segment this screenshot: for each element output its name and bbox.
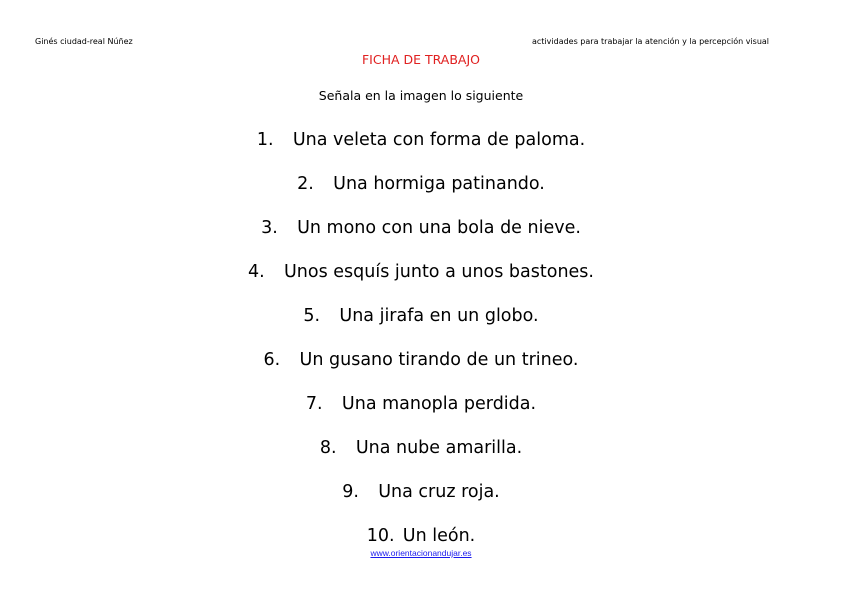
list-item <box>0 118 842 162</box>
item-text: Un mono con una bola de nieve. <box>297 218 581 238</box>
header-author: Ginés ciudad-real Núñez <box>35 37 133 46</box>
item-text: Un león. <box>402 526 476 546</box>
item-text: Una hormiga patinando. <box>333 174 545 194</box>
item-number: 3. <box>261 218 278 238</box>
task-list <box>0 118 842 558</box>
item-number: 5. <box>303 306 321 326</box>
website-link[interactable]: www.orientacionandujar.es <box>370 548 472 558</box>
item-text: Una jirafa en un globo. <box>339 306 539 326</box>
item-number: 6. <box>263 350 281 370</box>
list-item <box>0 294 842 338</box>
list-item <box>0 162 842 206</box>
worksheet-title: FICHA DE TRABAJO <box>361 52 481 67</box>
item-number: 1. <box>256 130 274 150</box>
list-item <box>0 470 842 514</box>
list-item <box>0 206 842 250</box>
item-number: 7. <box>305 394 323 414</box>
item-number: 8. <box>319 438 337 458</box>
header-description: actividades para trabajar la atención y la percepción visual <box>532 37 770 46</box>
list-item <box>0 426 842 470</box>
item-text: Unos esquís junto a unos bastones. <box>283 262 594 282</box>
item-text: Una nube amarilla. <box>355 438 523 458</box>
item-number: 10. <box>366 526 395 546</box>
item-number: 4. <box>247 262 265 282</box>
instruction-text: Señala en la imagen lo siguiente <box>318 88 524 103</box>
item-text: Una manopla perdida. <box>341 394 537 414</box>
item-number: 9. <box>342 482 359 502</box>
item-text: Una cruz roja. <box>378 482 500 502</box>
list-item <box>0 382 842 426</box>
item-text: Una veleta con forma de paloma. <box>292 130 586 150</box>
item-text: Un gusano tirando de un trineo. <box>299 350 579 370</box>
list-item <box>0 338 842 382</box>
item-number: 2. <box>297 174 314 194</box>
list-item <box>0 250 842 294</box>
